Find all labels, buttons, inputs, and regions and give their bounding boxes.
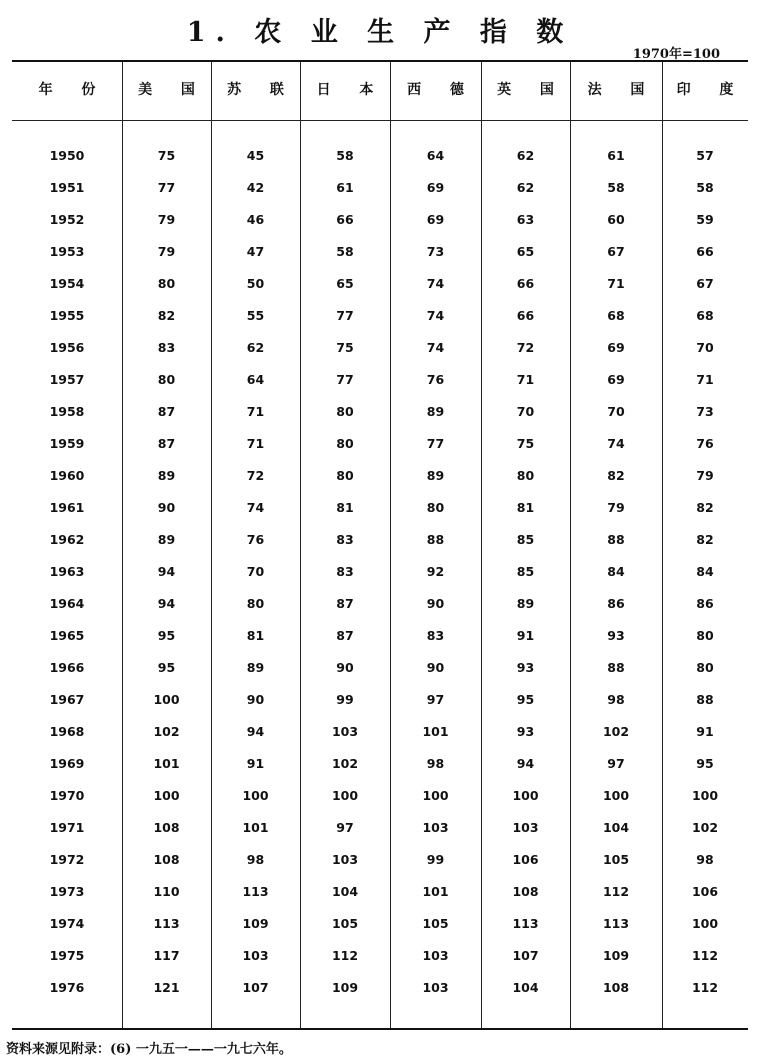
column-header-india: 印 度 xyxy=(676,82,746,98)
cell-india: 70 xyxy=(696,340,714,355)
cell-uk: 89 xyxy=(516,596,535,611)
cell-usa: 77 xyxy=(157,180,176,195)
cell-uk: 93 xyxy=(516,724,535,739)
cell-france: 58 xyxy=(607,180,625,195)
cell-ussr: 45 xyxy=(246,148,265,163)
cell-uk: 95 xyxy=(516,692,535,707)
cell-usa: 80 xyxy=(157,372,176,387)
column-header-west-germany: 西 德 xyxy=(407,82,476,98)
cell-india: 84 xyxy=(696,564,714,579)
cell-usa: 83 xyxy=(157,340,176,355)
cell-ussr: 101 xyxy=(242,820,269,835)
cell-uk: 85 xyxy=(516,564,535,579)
cell-india: 66 xyxy=(696,244,714,259)
cell-france: 71 xyxy=(607,276,625,291)
cell-ussr: 113 xyxy=(242,884,269,899)
table-row xyxy=(12,366,748,394)
cell-year: 1962 xyxy=(49,532,85,547)
cell-france: 67 xyxy=(607,244,625,259)
cell-france: 68 xyxy=(607,308,625,323)
cell-japan: 97 xyxy=(336,820,354,835)
cell-japan: 66 xyxy=(336,212,354,227)
table-row xyxy=(12,590,748,618)
cell-west-germany: 92 xyxy=(426,564,445,579)
cell-india: 98 xyxy=(696,852,714,867)
cell-west-germany: 69 xyxy=(426,180,445,195)
cell-uk: 94 xyxy=(516,756,535,771)
cell-japan: 81 xyxy=(336,500,354,515)
cell-india: 106 xyxy=(691,884,719,899)
cell-japan: 58 xyxy=(336,148,354,163)
cell-year: 1951 xyxy=(49,180,85,195)
cell-france: 108 xyxy=(602,980,630,995)
cell-ussr: 46 xyxy=(246,212,265,227)
cell-year: 1969 xyxy=(49,756,85,771)
cell-west-germany: 103 xyxy=(422,980,449,995)
cell-year: 1955 xyxy=(49,308,85,323)
cell-usa: 79 xyxy=(157,212,176,227)
cell-usa: 89 xyxy=(157,468,176,483)
cell-ussr: 81 xyxy=(246,628,265,643)
table-row xyxy=(12,302,748,330)
cell-year: 1953 xyxy=(49,244,85,259)
cell-uk: 81 xyxy=(516,500,535,515)
cell-year: 1964 xyxy=(49,596,85,611)
cell-india: 76 xyxy=(696,436,714,451)
cell-year: 1954 xyxy=(49,276,85,291)
cell-india: 80 xyxy=(696,660,714,675)
base-year-note: 1970年=100 xyxy=(632,47,720,62)
cell-usa: 117 xyxy=(153,948,180,963)
cell-ussr: 74 xyxy=(246,500,265,515)
table-row xyxy=(12,334,748,362)
cell-usa: 113 xyxy=(153,916,180,931)
cell-ussr: 90 xyxy=(246,692,265,707)
cell-ussr: 100 xyxy=(242,788,269,803)
cell-uk: 85 xyxy=(516,532,535,547)
cell-uk: 65 xyxy=(516,244,535,259)
cell-usa: 80 xyxy=(157,276,176,291)
cell-usa: 89 xyxy=(157,532,176,547)
cell-year: 1957 xyxy=(49,372,85,387)
cell-india: 88 xyxy=(696,692,714,707)
cell-france: 98 xyxy=(607,692,625,707)
cell-year: 1976 xyxy=(49,980,85,995)
cell-usa: 110 xyxy=(153,884,180,899)
cell-uk: 108 xyxy=(512,884,539,899)
cell-france: 97 xyxy=(607,756,625,771)
cell-west-germany: 74 xyxy=(426,276,445,291)
data-table xyxy=(12,60,748,1030)
cell-ussr: 98 xyxy=(246,852,265,867)
table-row xyxy=(12,814,748,842)
cell-year: 1973 xyxy=(49,884,85,899)
cell-india: 80 xyxy=(696,628,714,643)
cell-uk: 93 xyxy=(516,660,535,675)
cell-india: 71 xyxy=(696,372,714,387)
cell-india: 112 xyxy=(691,948,719,963)
cell-japan: 99 xyxy=(336,692,354,707)
cell-japan: 112 xyxy=(331,948,359,963)
cell-usa: 75 xyxy=(157,148,176,163)
cell-japan: 58 xyxy=(336,244,354,259)
column-header-japan: 日 本 xyxy=(316,82,386,98)
cell-ussr: 71 xyxy=(246,404,265,419)
cell-ussr: 76 xyxy=(246,532,265,547)
table-row xyxy=(12,718,748,746)
cell-japan: 83 xyxy=(336,532,354,547)
cell-ussr: 91 xyxy=(246,756,265,771)
cell-uk: 113 xyxy=(512,916,539,931)
table-row xyxy=(12,206,748,234)
cell-year: 1972 xyxy=(49,852,85,867)
cell-japan: 65 xyxy=(336,276,354,291)
cell-west-germany: 99 xyxy=(426,852,445,867)
cell-india: 100 xyxy=(691,788,719,803)
cell-ussr: 103 xyxy=(242,948,269,963)
cell-west-germany: 80 xyxy=(426,500,445,515)
column-header-usa: 美 国 xyxy=(138,82,207,98)
cell-ussr: 50 xyxy=(246,276,265,291)
table-row xyxy=(12,238,748,266)
cell-west-germany: 76 xyxy=(426,372,445,387)
cell-usa: 102 xyxy=(153,724,180,739)
cell-usa: 108 xyxy=(153,820,180,835)
cell-usa: 108 xyxy=(153,852,180,867)
column-header-year: 年 份 xyxy=(38,82,108,98)
cell-uk: 80 xyxy=(516,468,535,483)
cell-year: 1961 xyxy=(49,500,85,515)
cell-year: 1971 xyxy=(49,820,85,835)
cell-west-germany: 98 xyxy=(426,756,445,771)
table-row xyxy=(12,526,748,554)
cell-india: 57 xyxy=(696,148,714,163)
cell-year: 1959 xyxy=(49,436,85,451)
table-row xyxy=(12,686,748,714)
column-header-uk: 英 国 xyxy=(497,82,566,98)
cell-japan: 83 xyxy=(336,564,354,579)
cell-west-germany: 97 xyxy=(426,692,445,707)
cell-year: 1965 xyxy=(49,628,85,643)
cell-west-germany: 64 xyxy=(426,148,445,163)
cell-west-germany: 74 xyxy=(426,308,445,323)
source-footnote: 资料来源见附录：(6) 一九五一——一九七六年。 xyxy=(6,1042,292,1057)
cell-uk: 103 xyxy=(512,820,539,835)
cell-france: 70 xyxy=(607,404,625,419)
cell-india: 82 xyxy=(696,532,714,547)
table-row xyxy=(12,494,748,522)
cell-uk: 72 xyxy=(516,340,535,355)
cell-ussr: 72 xyxy=(246,468,265,483)
cell-usa: 79 xyxy=(157,244,176,259)
cell-year: 1975 xyxy=(49,948,85,963)
cell-ussr: 62 xyxy=(246,340,265,355)
cell-usa: 95 xyxy=(157,628,176,643)
cell-year: 1968 xyxy=(49,724,85,739)
cell-uk: 63 xyxy=(516,212,535,227)
table-row xyxy=(12,910,748,938)
cell-uk: 100 xyxy=(512,788,539,803)
cell-uk: 62 xyxy=(516,180,535,195)
cell-japan: 87 xyxy=(336,596,354,611)
cell-japan: 105 xyxy=(331,916,359,931)
cell-japan: 102 xyxy=(331,756,359,771)
cell-west-germany: 105 xyxy=(422,916,449,931)
cell-india: 68 xyxy=(696,308,714,323)
cell-year: 1967 xyxy=(49,692,85,707)
cell-ussr: 107 xyxy=(242,980,269,995)
cell-japan: 104 xyxy=(331,884,359,899)
table-row xyxy=(12,974,748,1002)
cell-france: 93 xyxy=(607,628,625,643)
table-row xyxy=(12,174,748,202)
table-row xyxy=(12,750,748,778)
cell-india: 100 xyxy=(691,916,719,931)
table-row xyxy=(12,846,748,874)
table-row xyxy=(12,878,748,906)
cell-usa: 87 xyxy=(157,436,176,451)
cell-ussr: 42 xyxy=(246,180,265,195)
cell-japan: 77 xyxy=(336,372,354,387)
cell-france: 100 xyxy=(602,788,630,803)
cell-uk: 71 xyxy=(516,372,535,387)
cell-france: 84 xyxy=(607,564,625,579)
cell-france: 69 xyxy=(607,372,625,387)
cell-france: 88 xyxy=(607,532,625,547)
cell-west-germany: 103 xyxy=(422,948,449,963)
cell-west-germany: 90 xyxy=(426,660,445,675)
cell-uk: 106 xyxy=(512,852,539,867)
cell-france: 105 xyxy=(602,852,630,867)
cell-west-germany: 100 xyxy=(422,788,449,803)
cell-france: 104 xyxy=(602,820,630,835)
cell-ussr: 55 xyxy=(246,308,265,323)
cell-india: 59 xyxy=(696,212,714,227)
cell-west-germany: 89 xyxy=(426,404,445,419)
cell-usa: 82 xyxy=(157,308,176,323)
cell-ussr: 109 xyxy=(242,916,269,931)
cell-india: 95 xyxy=(696,756,714,771)
cell-japan: 90 xyxy=(336,660,354,675)
cell-usa: 100 xyxy=(153,788,180,803)
cell-uk: 91 xyxy=(516,628,535,643)
cell-usa: 87 xyxy=(157,404,176,419)
cell-france: 109 xyxy=(602,948,630,963)
cell-japan: 87 xyxy=(336,628,354,643)
cell-west-germany: 69 xyxy=(426,212,445,227)
page-title: 1. 农 业 生 产 指 数 xyxy=(186,17,574,48)
cell-india: 82 xyxy=(696,500,714,515)
cell-japan: 80 xyxy=(336,436,354,451)
table-row xyxy=(12,430,748,458)
cell-year: 1974 xyxy=(49,916,85,931)
cell-japan: 80 xyxy=(336,404,354,419)
cell-japan: 77 xyxy=(336,308,354,323)
cell-uk: 104 xyxy=(512,980,539,995)
cell-usa: 94 xyxy=(157,596,176,611)
cell-france: 82 xyxy=(607,468,625,483)
cell-west-germany: 101 xyxy=(422,884,449,899)
cell-west-germany: 89 xyxy=(426,468,445,483)
cell-usa: 101 xyxy=(153,756,180,771)
cell-year: 1966 xyxy=(49,660,85,675)
cell-japan: 103 xyxy=(331,852,359,867)
cell-uk: 66 xyxy=(516,308,535,323)
cell-france: 86 xyxy=(607,596,625,611)
cell-france: 79 xyxy=(607,500,625,515)
table-row xyxy=(12,622,748,650)
cell-west-germany: 74 xyxy=(426,340,445,355)
cell-year: 1960 xyxy=(49,468,85,483)
cell-usa: 94 xyxy=(157,564,176,579)
table-row xyxy=(12,462,748,490)
table-row xyxy=(12,142,748,170)
cell-india: 79 xyxy=(696,468,714,483)
cell-usa: 100 xyxy=(153,692,180,707)
cell-france: 60 xyxy=(607,212,625,227)
cell-ussr: 94 xyxy=(246,724,265,739)
cell-japan: 61 xyxy=(336,180,354,195)
table-row xyxy=(12,270,748,298)
cell-usa: 121 xyxy=(153,980,180,995)
table-row xyxy=(12,942,748,970)
cell-france: 69 xyxy=(607,340,625,355)
cell-france: 102 xyxy=(602,724,630,739)
cell-france: 74 xyxy=(607,436,625,451)
cell-ussr: 64 xyxy=(246,372,265,387)
cell-west-germany: 103 xyxy=(422,820,449,835)
cell-uk: 70 xyxy=(516,404,535,419)
cell-ussr: 70 xyxy=(246,564,265,579)
table-row xyxy=(12,654,748,682)
cell-india: 91 xyxy=(696,724,714,739)
cell-japan: 100 xyxy=(331,788,359,803)
cell-india: 58 xyxy=(696,180,714,195)
cell-year: 1950 xyxy=(49,148,85,163)
cell-france: 113 xyxy=(602,916,630,931)
cell-year: 1952 xyxy=(49,212,85,227)
cell-france: 88 xyxy=(607,660,625,675)
cell-ussr: 71 xyxy=(246,436,265,451)
cell-india: 67 xyxy=(696,276,714,291)
cell-year: 1970 xyxy=(49,788,85,803)
cell-india: 86 xyxy=(696,596,714,611)
cell-uk: 62 xyxy=(516,148,535,163)
table-row xyxy=(12,558,748,586)
cell-west-germany: 73 xyxy=(426,244,445,259)
cell-uk: 75 xyxy=(516,436,535,451)
cell-japan: 109 xyxy=(331,980,359,995)
cell-usa: 90 xyxy=(157,500,176,515)
cell-ussr: 89 xyxy=(246,660,265,675)
cell-uk: 66 xyxy=(516,276,535,291)
cell-year: 1958 xyxy=(49,404,85,419)
table-row xyxy=(12,398,748,426)
cell-japan: 80 xyxy=(336,468,354,483)
cell-japan: 103 xyxy=(331,724,359,739)
cell-france: 112 xyxy=(602,884,630,899)
column-header-france: 法 国 xyxy=(587,82,657,98)
cell-west-germany: 77 xyxy=(426,436,445,451)
cell-india: 102 xyxy=(691,820,719,835)
cell-west-germany: 90 xyxy=(426,596,445,611)
cell-japan: 75 xyxy=(336,340,354,355)
cell-india: 73 xyxy=(696,404,714,419)
cell-france: 61 xyxy=(607,148,625,163)
cell-ussr: 80 xyxy=(246,596,265,611)
cell-west-germany: 101 xyxy=(422,724,449,739)
cell-year: 1963 xyxy=(49,564,85,579)
column-header-ussr: 苏 联 xyxy=(227,82,296,98)
cell-west-germany: 83 xyxy=(426,628,445,643)
cell-west-germany: 88 xyxy=(426,532,445,547)
cell-usa: 95 xyxy=(157,660,176,675)
cell-ussr: 47 xyxy=(246,244,265,259)
cell-india: 112 xyxy=(691,980,719,995)
cell-year: 1956 xyxy=(49,340,85,355)
table-row xyxy=(12,782,748,810)
cell-uk: 107 xyxy=(512,948,539,963)
